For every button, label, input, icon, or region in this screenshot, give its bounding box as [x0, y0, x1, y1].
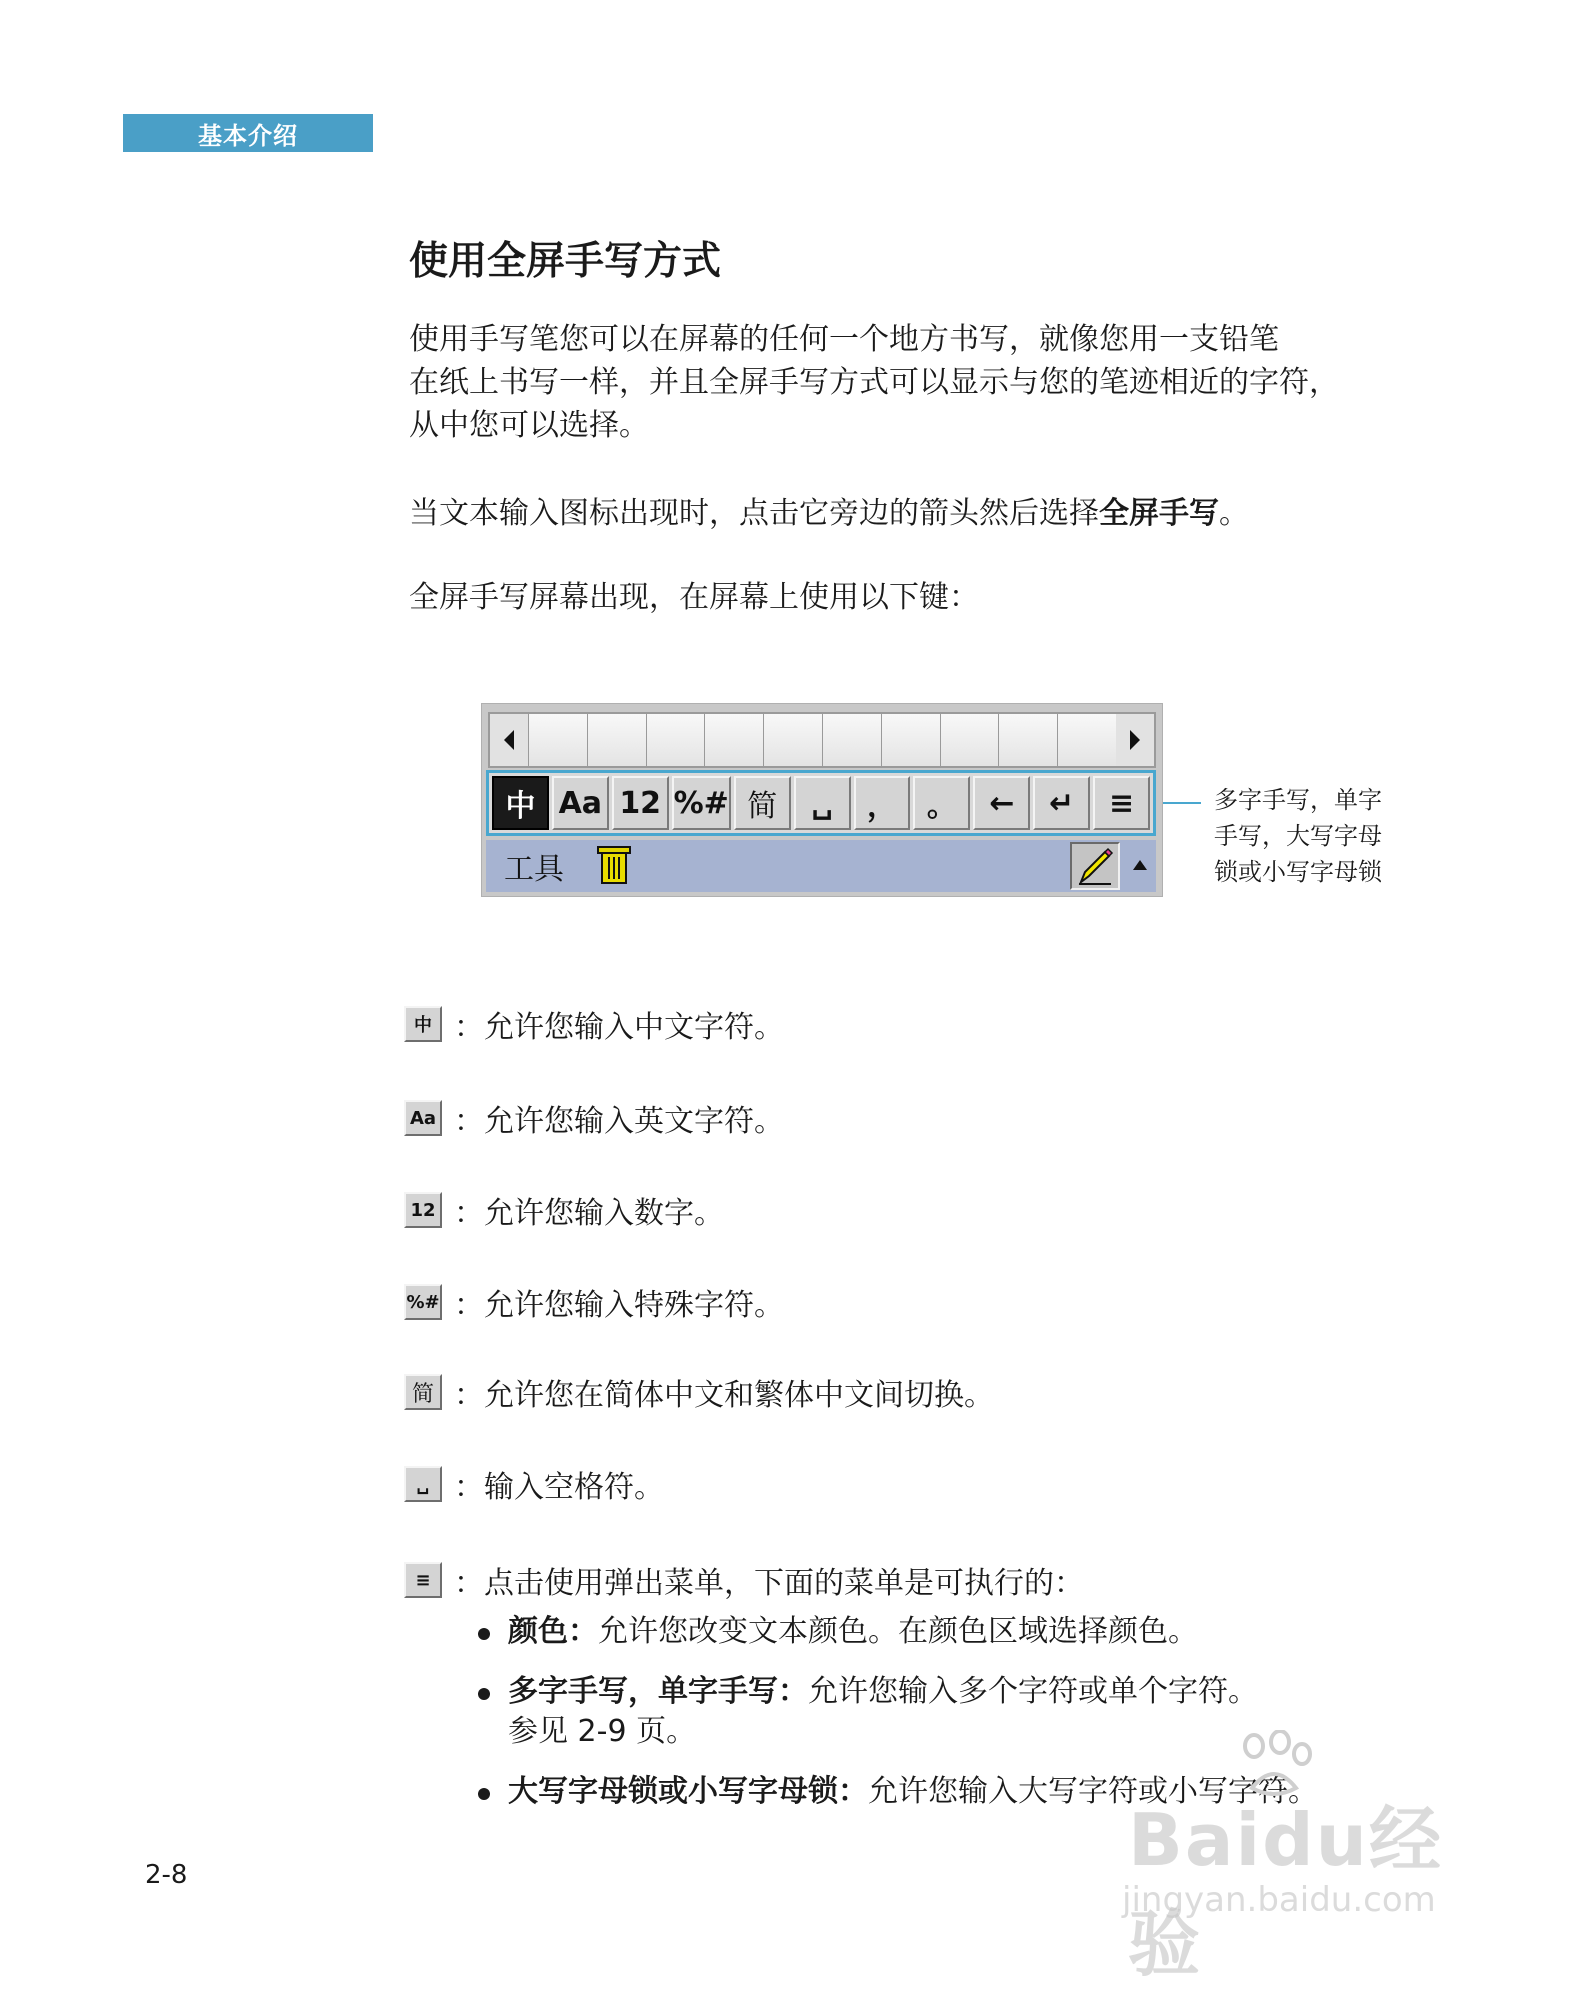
tools-menu[interactable]: 工具 — [504, 852, 564, 887]
bullet-term: 多字手写，单字手写： — [508, 1674, 808, 1709]
candidate-cell[interactable] — [881, 714, 940, 766]
simplified-key-icon: 简 — [404, 1374, 442, 1410]
desc-number — [404, 1188, 724, 1232]
instruction-bold: 全屏手写 — [1099, 496, 1219, 531]
desc-symbol — [404, 1280, 784, 1324]
toolbar-callout — [1214, 782, 1434, 890]
enter-key[interactable]: ↵ — [1033, 776, 1090, 830]
intro-line-2: 在纸上书写一样，并且全屏手写方式可以显示与您的笔迹相近的字符， — [409, 365, 1339, 400]
list-item — [478, 1612, 1478, 1652]
candidate-cell[interactable] — [1057, 714, 1116, 766]
desc-text: ：允许您输入中文字符。 — [454, 1010, 784, 1045]
intro-paragraph — [409, 318, 1439, 447]
desc-text: ：允许您输入英文字符。 — [454, 1104, 784, 1139]
period-key[interactable]: 。 — [913, 776, 970, 830]
scroll-right-icon[interactable] — [1116, 714, 1154, 766]
candidate-cell[interactable] — [822, 714, 881, 766]
chinese-key-icon: 中 — [404, 1006, 442, 1042]
number-mode-key[interactable]: 12 — [612, 776, 669, 830]
callout-line — [1163, 802, 1201, 804]
panel-up-icon[interactable] — [1132, 856, 1148, 875]
desc-simplified — [404, 1370, 994, 1414]
desc-text: ：允许您在简体中文和繁体中文间切换。 — [454, 1378, 994, 1413]
simplified-traditional-key[interactable]: 简 — [734, 776, 791, 830]
menu-key-icon: ≡ — [404, 1562, 442, 1598]
number-key-icon: 12 — [404, 1192, 442, 1228]
pencil-icon[interactable] — [1070, 842, 1120, 890]
comma-key[interactable]: ， — [854, 776, 911, 830]
space-key[interactable]: ␣ — [794, 776, 851, 830]
watermark-logo: Baidu经验 — [1128, 1798, 1443, 1986]
desc-space — [404, 1462, 664, 1506]
key-row — [486, 770, 1156, 836]
candidate-cell[interactable] — [587, 714, 646, 766]
callout-line-1: 多字手写，单字 — [1214, 786, 1382, 814]
candidate-cell[interactable] — [528, 714, 587, 766]
desc-chinese — [404, 1002, 784, 1046]
english-mode-key[interactable]: Aa — [552, 776, 609, 830]
desc-text: ：允许您输入特殊字符。 — [454, 1288, 784, 1323]
instruction-end: 。 — [1219, 496, 1249, 531]
chinese-mode-key[interactable]: 中 — [492, 776, 549, 830]
scroll-left-icon[interactable] — [490, 714, 528, 766]
keys-intro-paragraph: 全屏手写屏幕出现，在屏幕上使用以下键： — [409, 580, 979, 615]
baidu-watermark — [1120, 1730, 1500, 1986]
bullet-term: 大写字母锁或小写字母锁： — [508, 1774, 868, 1809]
desc-text: ：允许您输入数字。 — [454, 1196, 724, 1231]
page-title: 使用全屏手写方式 — [409, 239, 722, 284]
watermark-url: jingyan.baidu.com — [1122, 1880, 1436, 1920]
intro-line-1: 使用手写笔您可以在屏幕的任何一个地方书写，就像您用一支铅笔 — [409, 322, 1279, 357]
instruction-paragraph — [409, 492, 1439, 535]
instruction-text: 当文本输入图标出现时，点击它旁边的箭头然后选择 — [409, 496, 1099, 531]
menu-key[interactable]: ≡ — [1093, 776, 1150, 830]
backspace-key[interactable]: ← — [973, 776, 1030, 830]
section-tab: 基本介绍 — [123, 114, 373, 152]
callout-line-3: 锁或小写字母锁 — [1214, 858, 1382, 886]
symbol-mode-key[interactable]: %# — [672, 776, 731, 830]
bullet-term: 颜色： — [508, 1614, 598, 1649]
bullet-text: 允许您改变文本颜色。在颜色区域选择颜色。 — [598, 1614, 1198, 1649]
page-number: 2-8 — [145, 1860, 188, 1890]
english-key-icon: Aa — [404, 1100, 442, 1136]
space-key-icon: ␣ — [404, 1466, 442, 1502]
desc-english — [404, 1096, 784, 1140]
tool-bar — [486, 840, 1156, 892]
intro-line-3: 从中您可以选择。 — [409, 408, 649, 443]
desc-text: ：点击使用弹出菜单，下面的菜单是可执行的： — [454, 1566, 1084, 1601]
callout-line-2: 手写，大写字母 — [1214, 822, 1382, 850]
desc-text: ：输入空格符。 — [454, 1470, 664, 1505]
handwriting-toolbar — [481, 703, 1163, 897]
candidate-cell[interactable] — [704, 714, 763, 766]
candidate-cell[interactable] — [646, 714, 705, 766]
candidate-row — [488, 712, 1156, 768]
desc-menu — [404, 1558, 1084, 1602]
trash-icon[interactable] — [594, 843, 634, 889]
bullet-text: 允许您输入大写字符或小写字符。 — [868, 1774, 1318, 1809]
bullet-text-line2: 参见 2-9 页。 — [508, 1714, 697, 1749]
bullet-text: 允许您输入多个字符或单个字符。 — [808, 1674, 1258, 1709]
candidate-cell[interactable] — [998, 714, 1057, 766]
candidate-cell[interactable] — [940, 714, 999, 766]
symbol-key-icon: %# — [404, 1284, 442, 1320]
candidate-cell[interactable] — [763, 714, 822, 766]
